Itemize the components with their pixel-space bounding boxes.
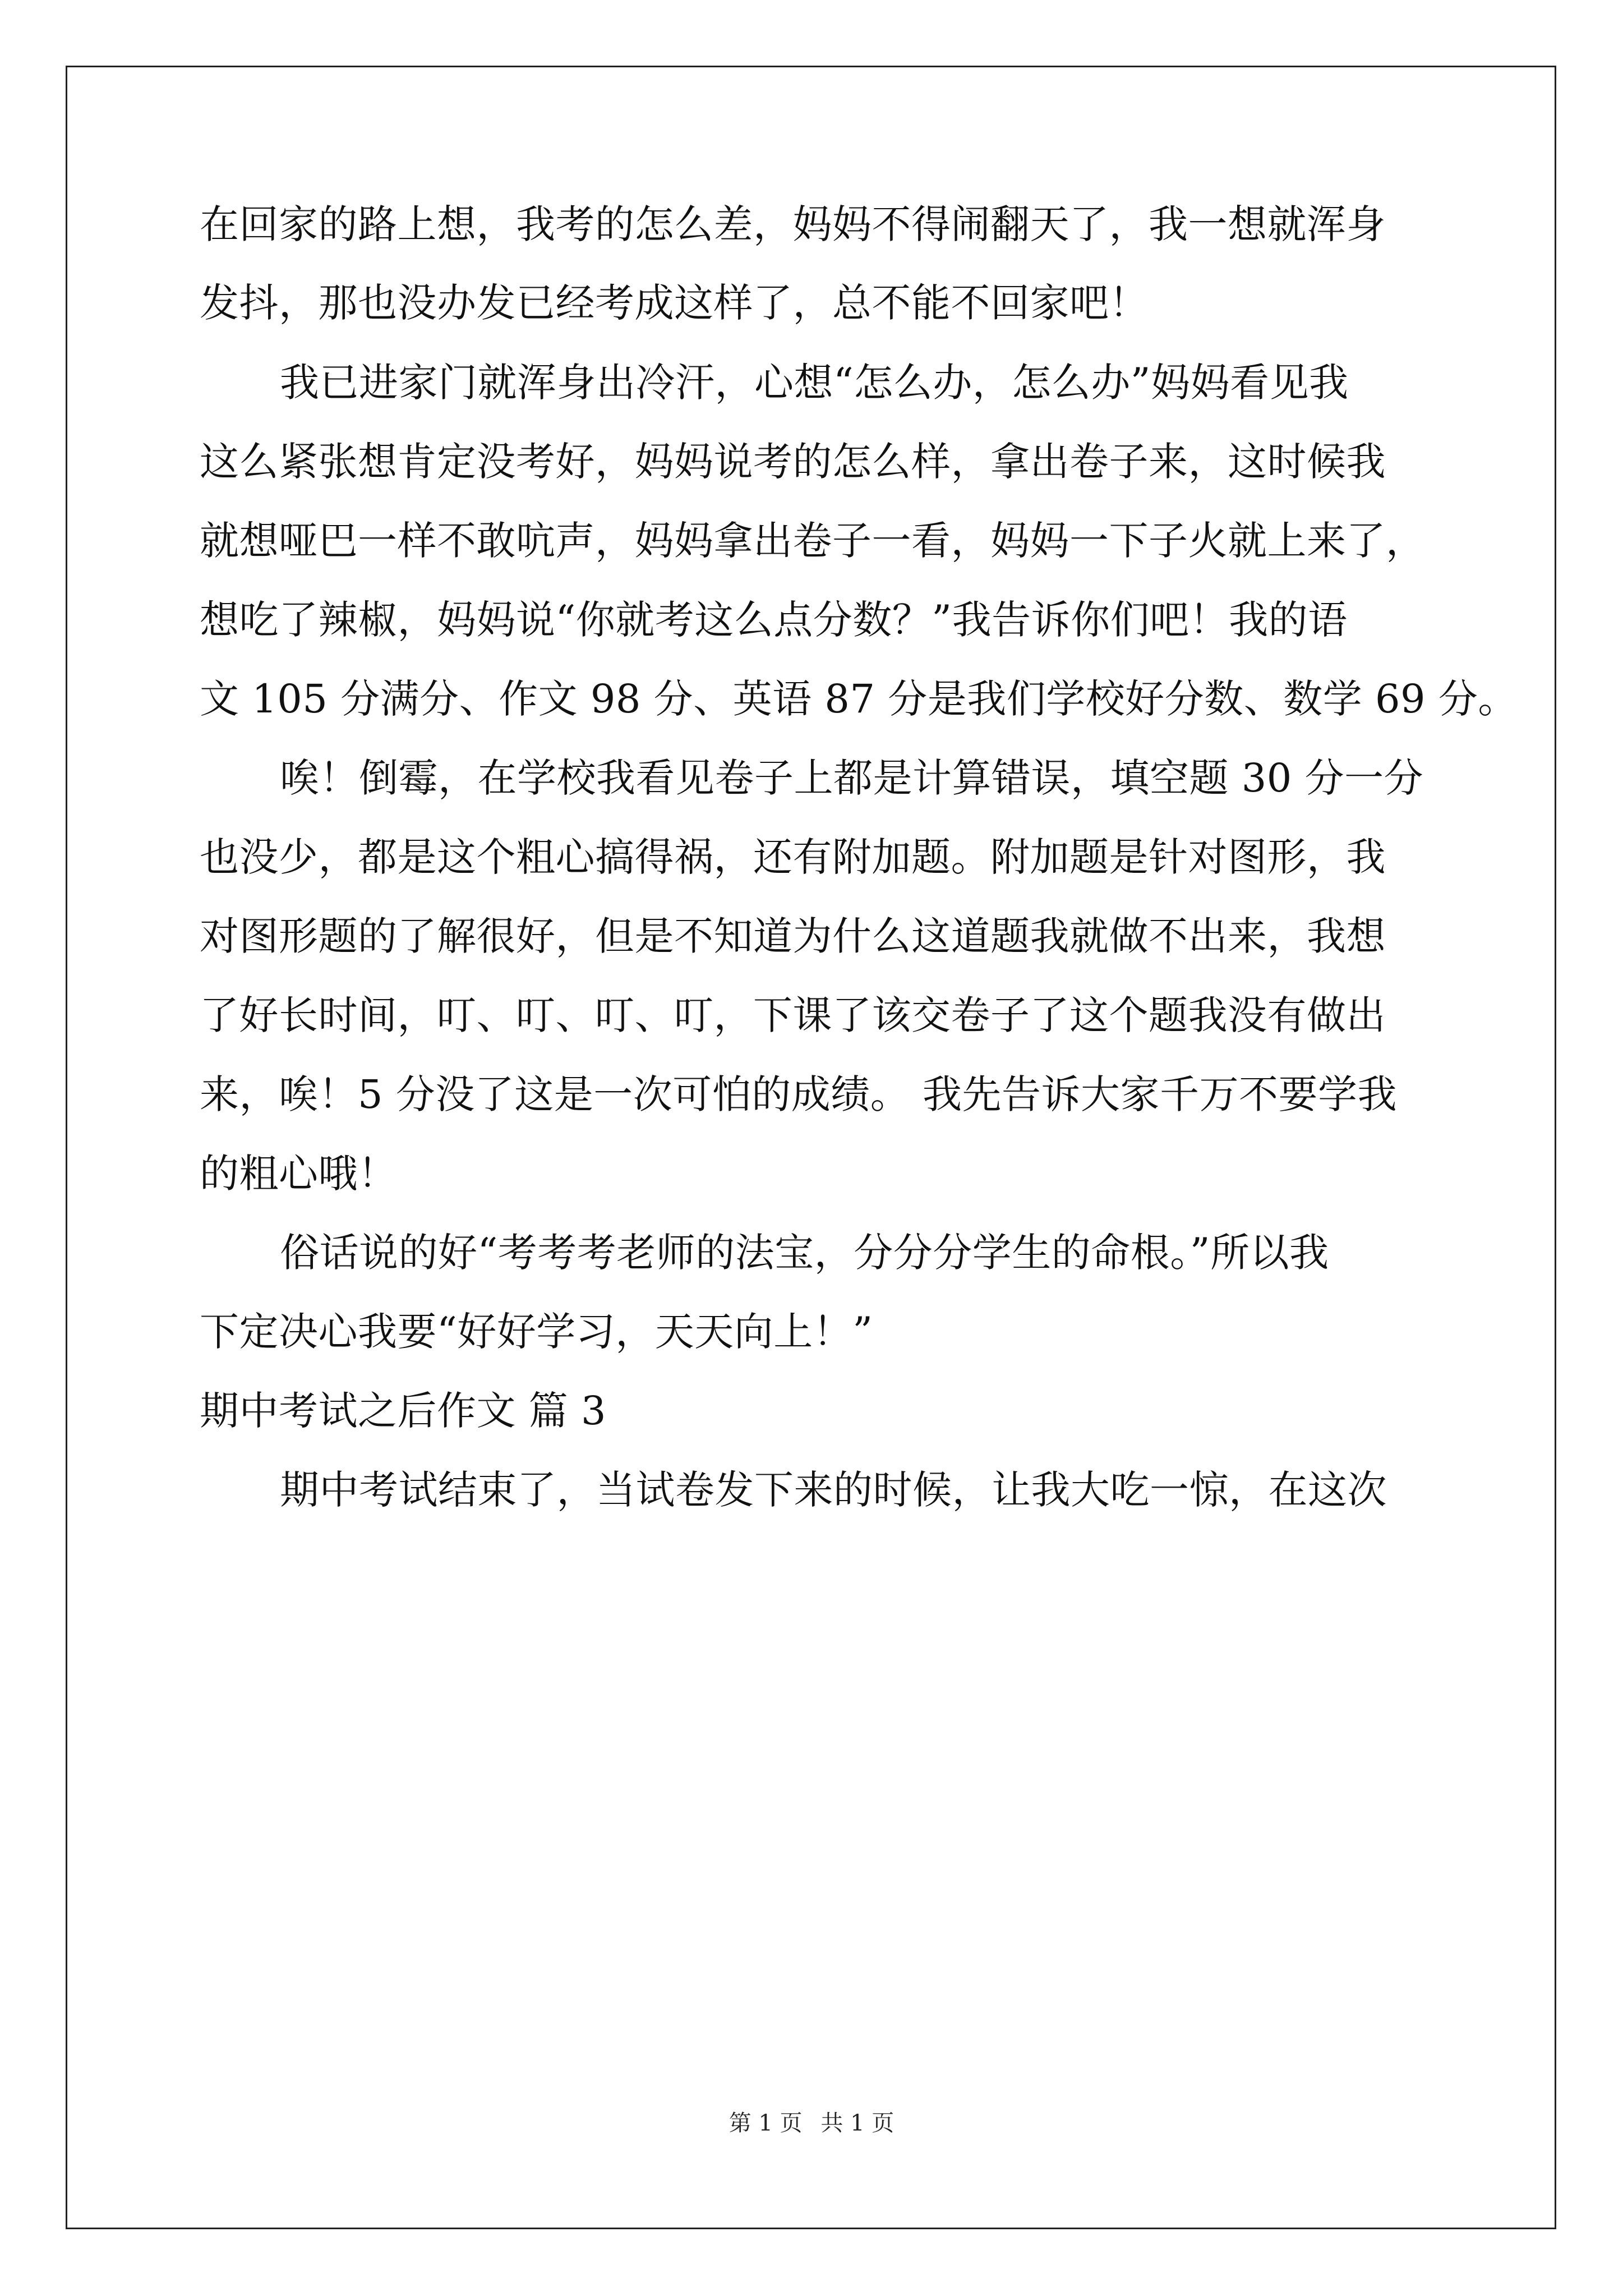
- text-line: 发抖，那也没办发已经考成这样了，总不能不回家吧！: [200, 280, 1149, 326]
- text-line: 了好长时间，叮、叮、叮、叮，下课了该交卷子了这个题我没有做出: [200, 992, 1386, 1038]
- text-line: 就想哑巴一样不敢吭声，妈妈拿出卷子一看，妈妈一下子火就上来了，: [200, 518, 1426, 564]
- page-number: 第 1 页: [728, 2110, 803, 2136]
- text-line: 在回家的路上想，我考的怎么差，妈妈不得闹翻天了，我一想就浑身: [200, 201, 1386, 247]
- text-line: 下定决心我要“好好学习，天天向上！”: [200, 1309, 873, 1355]
- section-heading: 期中考试之后作文 篇 3: [200, 1388, 607, 1434]
- text-line: 的粗心哦！: [200, 1151, 398, 1197]
- text-line: 也没少，都是这个粗心搞得祸，还有附加题。附加题是针对图形，我: [200, 834, 1386, 880]
- text-line: 这么紧张想肯定没考好，妈妈说考的怎么样，拿出卷子来，这时候我: [200, 439, 1386, 485]
- text-line: 来，唉！5 分没了这是一次可怕的成绩。 我先告诉大家千万不要学我: [200, 1071, 1398, 1117]
- text-line: 想吃了辣椒，妈妈说“你就考这么点分数？”我告诉你们吧！我的语: [200, 597, 1348, 643]
- text-line: 唉！倒霉，在学校我看见卷子上都是计算错误，填空题 30 分一分: [280, 755, 1424, 801]
- text-line: 期中考试结束了，当试卷发下来的时候，让我大吃一惊，在这次: [280, 1467, 1387, 1513]
- page-total: 共 1 页: [820, 2110, 895, 2136]
- page-footer: [0, 2106, 1623, 2140]
- text-line: 我已进家门就浑身出冷汗，心想“怎么办，怎么办”妈妈看见我: [280, 360, 1349, 406]
- text-line: 文 105 分满分、作文 98 分、英语 87 分是我们学校好分数、数学 69 分。: [200, 676, 1518, 722]
- text-line: 对图形题的了解很好，但是不知道为什么这道题我就做不出来，我想: [200, 913, 1386, 959]
- text-line: 俗话说的好“考考考老师的法宝，分分分学生的命根。”所以我: [280, 1230, 1329, 1276]
